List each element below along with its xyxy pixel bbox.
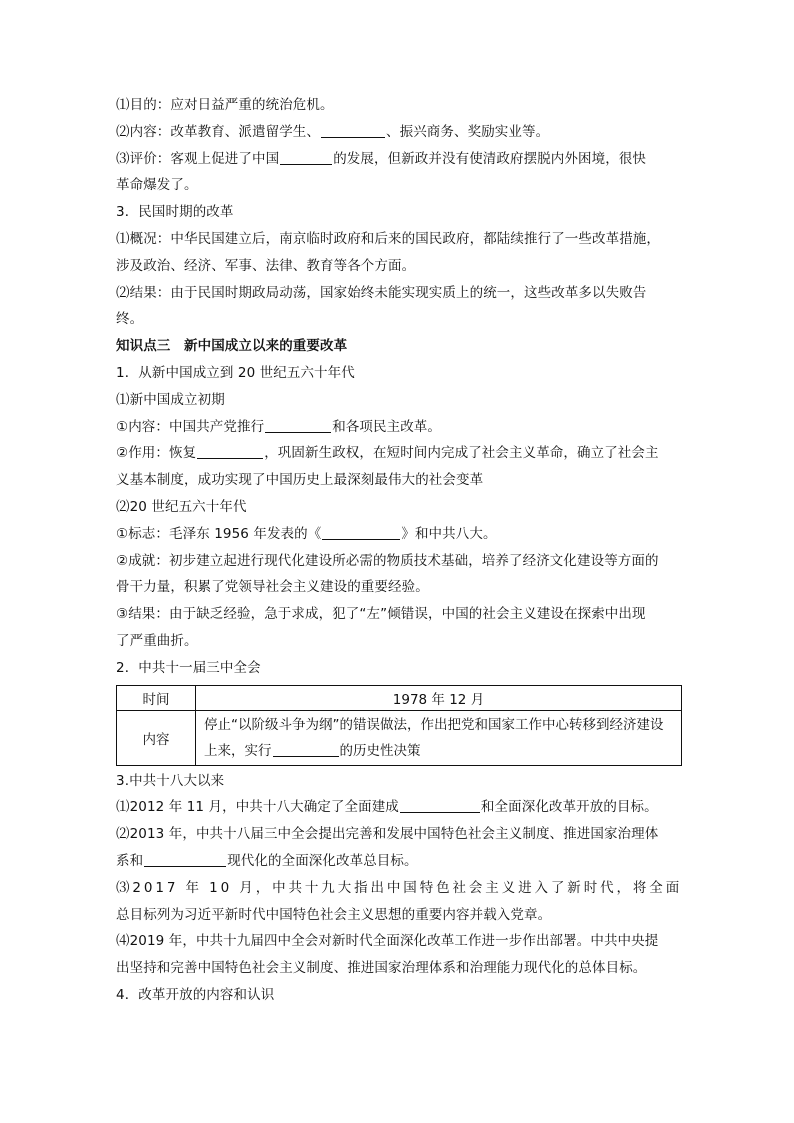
text: 3.中共十八大以来 (116, 772, 225, 789)
text: 的发展，但新政并没有使清政府摆脱内外困境，很快 (333, 150, 647, 167)
paragraph-line (116, 548, 682, 575)
paragraph-line (116, 306, 682, 333)
text: 3．民国时期的改革 (116, 204, 234, 221)
paragraph-line (116, 875, 682, 902)
text: 》和中共八大。 (401, 525, 497, 542)
text: 知识点三 新中国成立以来的重要改革 (116, 338, 348, 355)
text: 停止“以阶级斗争为纲”的错误做法，作出把党和国家工作中心转移到经济建设上来，实行 (204, 716, 664, 759)
text: ①内容：中国共产党推行 (116, 418, 265, 435)
knowledge-point-heading (116, 333, 682, 360)
text: ⑴新中国成立初期 (116, 391, 225, 408)
text: ⑴概况：中华民国建立后，南京临时政府和后来的国民政府，都陆续推行了一些改革措施， (116, 230, 660, 247)
fill-blank[interactable] (273, 742, 339, 757)
table-value-cell (196, 710, 682, 765)
text: ②作用：恢复 (116, 445, 197, 462)
paragraph-line (116, 955, 682, 982)
text: ⑴目的：应对日益严重的统治危机。 (116, 97, 334, 113)
fill-blank[interactable] (197, 444, 263, 459)
paragraph-line (116, 92, 682, 119)
text: 了严重曲折。 (116, 632, 198, 649)
text: 、振兴商务、奖励实业等。 (386, 123, 550, 140)
text: 骨干力量，积累了党领导社会主义建设的重要经验。 (116, 579, 429, 596)
paragraph-line (116, 414, 682, 441)
text: ⑵2013 年，中共十八届三中全会提出完善和发展中国特色社会主义制度、推进国家治理体 (116, 826, 659, 843)
table-row (117, 685, 682, 710)
text: ，巩固新生政权，在短时间内完成了社会主义革命，确立了社会主 (264, 445, 659, 462)
paragraph-line (116, 440, 682, 467)
document-page (116, 92, 682, 1009)
paragraph-line (116, 821, 682, 848)
paragraph-line (116, 467, 682, 494)
paragraph-line (116, 902, 682, 929)
paragraph-line (116, 226, 682, 253)
text: 4．改革开放的内容和认识 (116, 986, 275, 1003)
fill-blank[interactable] (400, 798, 480, 813)
text: ⑴2012 年 11 月，中共十八大确定了全面建成 (116, 799, 399, 816)
section-heading (116, 199, 682, 226)
paragraph-line (116, 848, 682, 875)
paragraph-line (116, 280, 682, 307)
table-key-cell: 时间 (117, 685, 196, 710)
text: ⑷2019 年，中共十九届四中全会对新时代全面深化改革工作进一步作出部署。中共中央提 (116, 933, 659, 950)
fill-blank[interactable] (144, 852, 226, 867)
table-row (117, 710, 682, 765)
paragraph-line (116, 794, 682, 821)
table-value-cell: 1978 年 12 月 (196, 685, 682, 710)
text: 革命爆发了。 (116, 177, 198, 194)
paragraph-line (116, 494, 682, 521)
fill-blank[interactable] (280, 150, 332, 165)
text: 总目标列为习近平新时代中国特色社会主义思想的重要内容并载入党章。 (116, 906, 552, 923)
paragraph-line (116, 628, 682, 655)
paragraph-line (116, 119, 682, 146)
paragraph-line (116, 146, 682, 173)
text: ⑵20 世纪五六十年代 (116, 498, 247, 515)
fill-blank[interactable] (265, 418, 331, 433)
section-heading (116, 360, 682, 387)
paragraph-line (116, 172, 682, 199)
text: 涉及政治、经济、军事、法律、教育等各个方面。 (116, 257, 416, 274)
text: 和全面深化改革开放的目标。 (480, 799, 658, 816)
section-heading (116, 768, 682, 795)
text: 的历史性决策 (339, 742, 421, 759)
text: 系和 (116, 852, 144, 869)
text: 出坚持和完善中国特色社会主义制度、推进国家治理体系和治理能力现代化的总体目标。 (116, 960, 647, 977)
text: 义基本制度，成功实现了中国历史上最深刻最伟大的社会变革 (116, 472, 484, 489)
text: ⑵结果：由于民国时期政局动荡，国家始终未能实现实质上的统一，这些改革多以失败告 (116, 284, 647, 301)
fill-blank[interactable] (322, 525, 400, 540)
section-heading (116, 982, 682, 1009)
text: ②成就：初步建立起进行现代化建设所必需的物质技术基础，培养了经济文化建设等方面的 (116, 552, 659, 569)
text: ⑶评价：客观上促进了中国 (116, 150, 280, 167)
text: 终。 (116, 311, 144, 328)
text: ③结果：由于缺乏经验，急于求成，犯了“左”倾错误，中国的社会主义建设在探索中出现 (116, 606, 646, 623)
paragraph-line (116, 601, 682, 628)
paragraph-line (116, 387, 682, 414)
paragraph-line (116, 574, 682, 601)
section-heading (116, 655, 682, 682)
text: 2．中共十一届三中全会 (116, 659, 261, 676)
paragraph-line (116, 928, 682, 955)
text: 和各项民主改革。 (332, 418, 442, 435)
text: 1．从新中国成立到 20 世纪五六十年代 (116, 364, 355, 381)
text: ⑵内容：改革教育、派遣留学生、 (116, 123, 320, 140)
fill-blank[interactable] (321, 123, 385, 138)
plenum-info-table (116, 685, 682, 766)
text: ⑶2017 年 10 月，中共十九大指出中国特色社会主义进入了新时代，将全面 (116, 879, 683, 896)
text: ①标志：毛泽东 1956 年发表的《 (116, 525, 322, 542)
paragraph-line (116, 253, 682, 280)
paragraph-line (116, 521, 682, 548)
table-key-cell: 内容 (117, 710, 196, 765)
text: 现代化的全面深化改革总目标。 (227, 852, 418, 869)
